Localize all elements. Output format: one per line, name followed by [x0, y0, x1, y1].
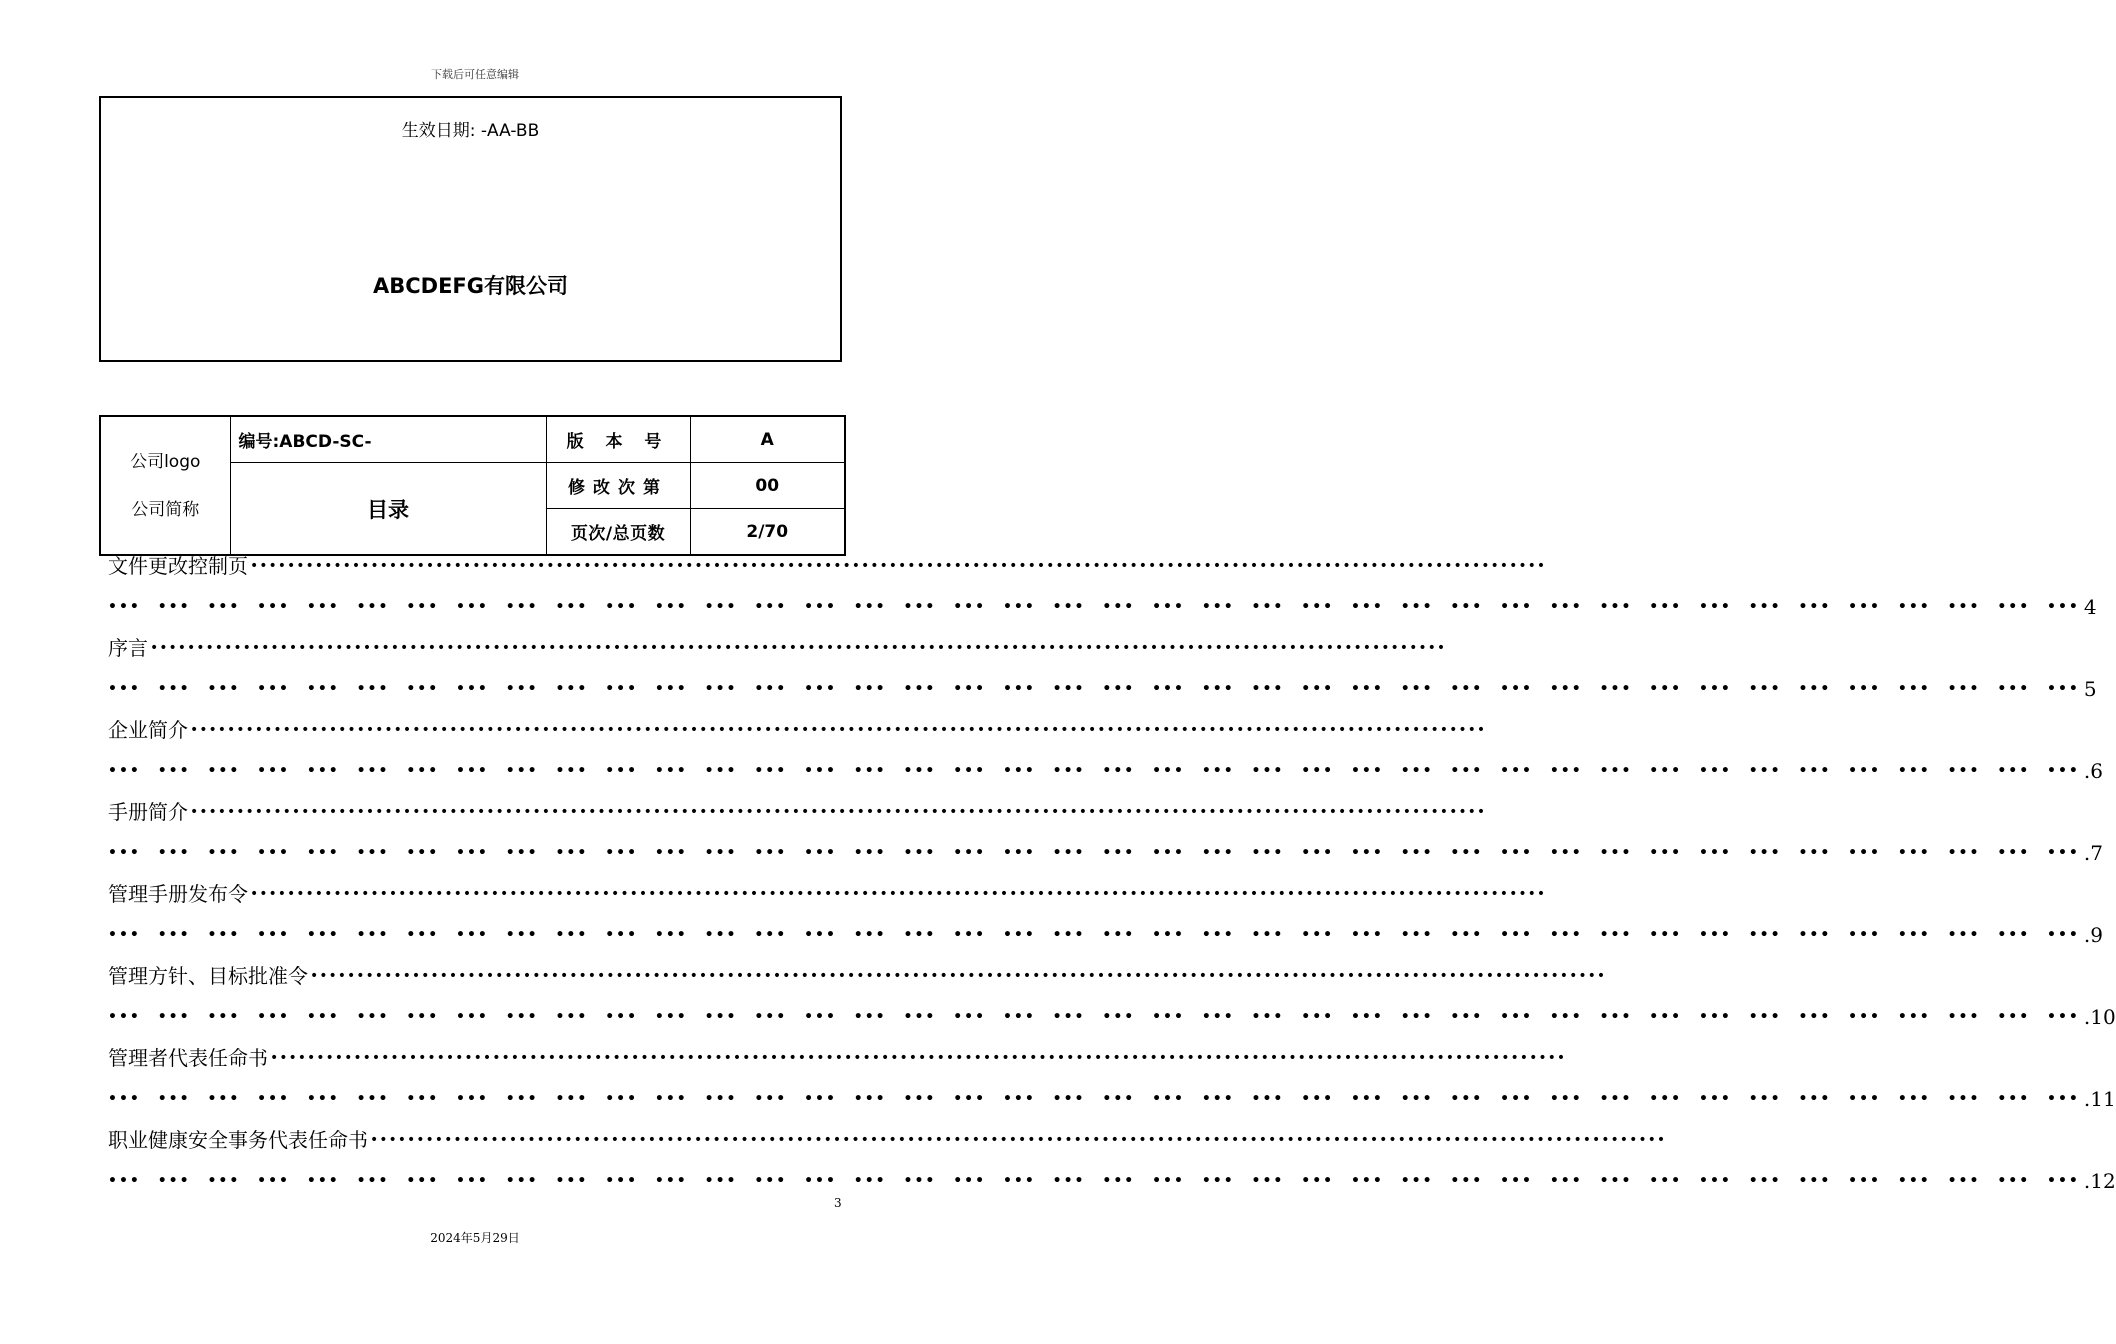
- toc-entry-page: .10: [2083, 1005, 2116, 1029]
- toc-leader-dots: ••••••••••••••••••••••••••••••••••••••••••••••••••••••••••••••••••••••••••••••••••••••••••••••••••••••••••••••••••••••••••••••••••••••••••••: [370, 1132, 1667, 1148]
- toc-leader-dots: ••••••••••••••••••••••••••••••••••••••••••••••••••••••••••••••••••••••••••••••••••••••••••••••••••••••••••••••••••••••••••••••••••••••••••••: [190, 722, 1487, 738]
- toc-entry-page: .9: [2083, 923, 2103, 947]
- toc-entry[interactable]: [108, 1122, 2116, 1204]
- toc-leader-dots: ••••••••••••••••••••••••••••••••••••••••••••••••••••••••••••••••••••••••••••••••••••••••••••••••••••••••••••••••••••••••••••••••••••••••••••: [150, 640, 1447, 656]
- toc-leader-dots: ••• ••• ••• ••• ••• ••• ••• ••• ••• ••• ••• ••• ••• ••• ••• ••• ••• ••• ••• ••• ••• ••• ••• ••• ••• ••• ••• ••• ••• ••• ••• ••• ••• ••• ••• ••• ••• ••• ••• •••: [108, 1173, 2080, 1189]
- revision-value: 00: [690, 463, 845, 509]
- toc-entry[interactable]: [108, 548, 2097, 630]
- toc-leader-dots: ••••••••••••••••••••••••••••••••••••••••••••••••••••••••••••••••••••••••••••••••••••••••••••••••••••••••••••••••••••••••••••••••••••••••••••: [310, 968, 1607, 984]
- toc-leader-dots: ••• ••• ••• ••• ••• ••• ••• ••• ••• ••• ••• ••• ••• ••• ••• ••• ••• ••• ••• ••• ••• ••• ••• ••• ••• ••• ••• ••• ••• ••• ••• ••• ••• ••• ••• ••• ••• ••• ••• •••: [108, 599, 2080, 615]
- company-short-name: 公司简称: [131, 499, 200, 520]
- toc-leader-dots: ••••••••••••••••••••••••••••••••••••••••••••••••••••••••••••••••••••••••••••••••••••••••••••••••••••••••••••••••••••••••••••••••••••••••••••: [250, 558, 1547, 574]
- toc-entry-page: .12: [2083, 1169, 2116, 1193]
- toc-entry-title: 管理手册发布令: [108, 882, 248, 906]
- effective-date: 生效日期: -AA-BB: [401, 121, 540, 141]
- toc-leader-dots: ••••••••••••••••••••••••••••••••••••••••••••••••••••••••••••••••••••••••••••••••••••••••••••••••••••••••••••••••••••••••••••••••••••••••••••: [270, 1050, 1567, 1066]
- company-logo: 公司logo: [130, 451, 201, 472]
- toc-entry-title: 管理方针、目标批准令: [108, 964, 308, 988]
- toc-entry[interactable]: [108, 712, 2103, 794]
- toc-entry-page: 4: [2083, 595, 2097, 619]
- header-note: 下载后可任意编辑: [431, 68, 519, 81]
- cover-box: [99, 96, 842, 362]
- toc-entry[interactable]: [108, 876, 2103, 958]
- toc-entry-page: .7: [2083, 841, 2103, 865]
- document-info-table: [99, 415, 846, 556]
- table-of-contents: [108, 548, 2116, 1204]
- toc-entry[interactable]: [108, 1040, 2116, 1122]
- company-name: ABCDEFG有限公司: [372, 274, 569, 298]
- toc-leader-dots: ••• ••• ••• ••• ••• ••• ••• ••• ••• ••• ••• ••• ••• ••• ••• ••• ••• ••• ••• ••• ••• ••• ••• ••• ••• ••• ••• ••• ••• ••• ••• ••• ••• ••• ••• ••• ••• ••• ••• •••: [108, 1009, 2080, 1025]
- toc-entry-page: .6: [2083, 759, 2103, 783]
- revision-label: 修改次第: [546, 463, 690, 509]
- toc-leader-dots: ••• ••• ••• ••• ••• ••• ••• ••• ••• ••• ••• ••• ••• ••• ••• ••• ••• ••• ••• ••• ••• ••• ••• ••• ••• ••• ••• ••• ••• ••• ••• ••• ••• ••• ••• ••• ••• ••• ••• •••: [108, 763, 2080, 779]
- toc-entry-page: 5: [2083, 677, 2097, 701]
- toc-entry-title: 序言: [108, 636, 148, 660]
- pages-label: 页次/总页数: [546, 509, 690, 556]
- toc-entry-page: .11: [2083, 1087, 2116, 1111]
- toc-leader-dots: ••• ••• ••• ••• ••• ••• ••• ••• ••• ••• ••• ••• ••• ••• ••• ••• ••• ••• ••• ••• ••• ••• ••• ••• ••• ••• ••• ••• ••• ••• ••• ••• ••• ••• ••• ••• ••• ••• ••• •••: [108, 1091, 2080, 1107]
- toc-leader-dots: ••••••••••••••••••••••••••••••••••••••••••••••••••••••••••••••••••••••••••••••••••••••••••••••••••••••••••••••••••••••••••••••••••••••••••••: [190, 804, 1487, 820]
- document-title: 目录: [230, 463, 546, 556]
- version-value: A: [690, 416, 845, 463]
- toc-entry[interactable]: [108, 630, 2097, 712]
- version-label: 版 本 号: [546, 416, 690, 463]
- toc-entry[interactable]: [108, 794, 2103, 876]
- toc-leader-dots: ••• ••• ••• ••• ••• ••• ••• ••• ••• ••• ••• ••• ••• ••• ••• ••• ••• ••• ••• ••• ••• ••• ••• ••• ••• ••• ••• ••• ••• ••• ••• ••• ••• ••• ••• ••• ••• ••• ••• •••: [108, 681, 2080, 697]
- pages-value: 2/70: [690, 509, 845, 556]
- toc-entry-title: 管理者代表任命书: [108, 1046, 268, 1070]
- logo-cell: [100, 416, 230, 555]
- toc-entry-title: 手册简介: [108, 800, 188, 824]
- toc-leader-dots: ••••••••••••••••••••••••••••••••••••••••••••••••••••••••••••••••••••••••••••••••••••••••••••••••••••••••••••••••••••••••••••••••••••••••••••: [250, 886, 1547, 902]
- page-number: 3: [834, 1196, 842, 1210]
- toc-leader-dots: ••• ••• ••• ••• ••• ••• ••• ••• ••• ••• ••• ••• ••• ••• ••• ••• ••• ••• ••• ••• ••• ••• ••• ••• ••• ••• ••• ••• ••• ••• ••• ••• ••• ••• ••• ••• ••• ••• ••• •••: [108, 927, 2080, 943]
- toc-entry-title: 文件更改控制页: [108, 554, 248, 578]
- document-code: 编号:ABCD-SC-: [230, 416, 546, 463]
- toc-entry-title: 企业简介: [108, 718, 188, 742]
- toc-leader-dots: ••• ••• ••• ••• ••• ••• ••• ••• ••• ••• ••• ••• ••• ••• ••• ••• ••• ••• ••• ••• ••• ••• ••• ••• ••• ••• ••• ••• ••• ••• ••• ••• ••• ••• ••• ••• ••• ••• ••• •••: [108, 845, 2080, 861]
- toc-entry-title: 职业健康安全事务代表任命书: [108, 1128, 368, 1152]
- footer-date: 2024年5月29日: [430, 1231, 520, 1245]
- toc-entry[interactable]: [108, 958, 2116, 1040]
